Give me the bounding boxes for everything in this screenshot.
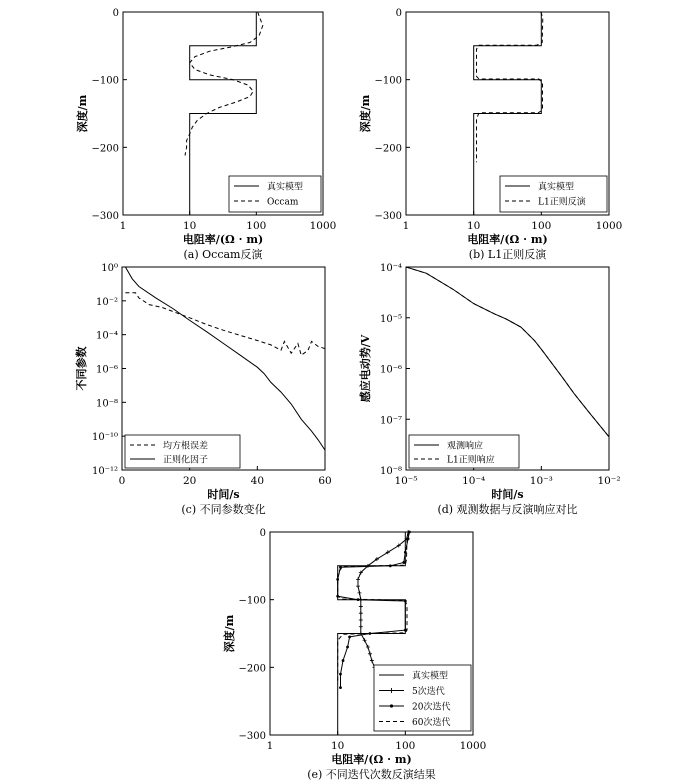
y-tick-label: 10⁻⁶ <box>95 364 118 376</box>
data-point-plus <box>359 604 363 608</box>
data-point-dot <box>336 578 339 581</box>
series-line-a-1 <box>185 12 263 156</box>
data-point-dot <box>348 635 351 638</box>
legend-label: Occam <box>267 197 299 208</box>
x-tick-label: 1000 <box>595 220 623 232</box>
y-axis-label: 深度/m <box>359 94 372 133</box>
data-point-plus <box>359 611 363 615</box>
y-tick-label: −200 <box>238 663 266 675</box>
y-tick-label: −100 <box>374 75 402 87</box>
x-tick-label: 20 <box>182 475 197 487</box>
panel-caption: (e) 不同迭代次数反演结果 <box>307 768 436 781</box>
y-tick-label: −300 <box>91 211 119 222</box>
legend <box>409 435 519 468</box>
chart-b <box>358 8 622 261</box>
data-point-plus <box>363 638 367 642</box>
legend-label: 正则化因子 <box>163 455 209 466</box>
y-axis-label: 深度/m <box>76 94 89 133</box>
series-line-c-1 <box>125 267 325 450</box>
series-line-b-1 <box>477 12 543 162</box>
x-tick-label: 10⁻² <box>597 475 621 487</box>
legend <box>125 435 240 468</box>
data-point-dot <box>339 686 342 689</box>
x-tick-label: 1 <box>402 220 410 232</box>
y-tick-label: −200 <box>374 143 402 155</box>
data-point-dot <box>369 632 372 635</box>
legend-label: L1正则响应 <box>447 455 495 466</box>
legend-label: 5次迭代 <box>412 687 445 697</box>
x-tick-label: 1000 <box>459 740 487 752</box>
x-axis-label: 电阻率/(Ω · m) <box>467 233 548 246</box>
panel-caption: (b) L1正则反演 <box>468 248 547 261</box>
y-tick-label: 10⁻¹² <box>91 466 118 477</box>
x-tick-label: 10⁻⁴ <box>462 475 486 487</box>
legend <box>374 665 471 731</box>
y-tick-label: 10⁻⁸ <box>379 466 402 477</box>
x-tick-label: 100 <box>395 740 416 752</box>
y-tick-label: 10⁻⁷ <box>379 415 402 427</box>
legend-label: 20次迭代 <box>412 702 451 713</box>
y-tick-label: −200 <box>91 143 119 155</box>
x-axis-label: 电阻率/(Ω · m) <box>331 753 412 766</box>
legend-label: 均方根误差 <box>163 441 209 452</box>
x-axis-label: 时间/s <box>207 488 240 501</box>
legend <box>229 176 321 212</box>
y-tick-label: −300 <box>374 211 402 222</box>
x-tick-label: 1000 <box>309 220 337 232</box>
x-tick-label: 1 <box>119 220 127 232</box>
x-tick-label: 0 <box>118 475 126 487</box>
y-tick-label: 10⁻¹⁰ <box>91 432 118 444</box>
legend <box>500 176 607 212</box>
x-tick-label: 60 <box>318 475 332 487</box>
data-point-plus <box>356 584 360 588</box>
y-tick-label: 0 <box>112 8 119 19</box>
data-point-plus <box>357 591 361 595</box>
legend-label: 60次迭代 <box>412 718 451 728</box>
x-tick-label: 10 <box>182 220 197 232</box>
data-point-dot <box>339 673 342 676</box>
legend-label: 真实模型 <box>267 182 304 193</box>
y-tick-label: −100 <box>91 75 119 87</box>
y-tick-label: −300 <box>238 731 266 742</box>
x-tick-label: 10⁻³ <box>529 475 553 487</box>
y-tick-label: 0 <box>395 8 402 19</box>
chart-c <box>74 263 332 516</box>
data-point-plus <box>370 659 374 663</box>
data-point-dot <box>342 659 345 662</box>
y-tick-label: 10⁻⁸ <box>95 398 118 410</box>
series-line-d-0 <box>406 267 609 437</box>
legend-label: 真实模型 <box>412 671 449 682</box>
data-point-plus <box>366 645 370 649</box>
legend-label: L1正则反演 <box>538 197 586 208</box>
legend-label: 观测响应 <box>447 441 484 452</box>
x-tick-label: 100 <box>246 220 267 232</box>
series-line-e-1 <box>358 532 408 674</box>
x-tick-label: 100 <box>531 220 552 232</box>
x-tick-label: 10 <box>466 220 481 232</box>
y-tick-label: −100 <box>238 595 266 607</box>
x-axis-label: 时间/s <box>491 488 524 501</box>
chart-d <box>358 263 621 516</box>
legend-marker-dot <box>390 704 393 707</box>
legend-label: 真实模型 <box>538 182 575 193</box>
x-tick-label: 40 <box>250 475 265 487</box>
panel-caption: (a) Occam反演 <box>183 248 263 261</box>
chart-e <box>222 528 486 781</box>
data-point-plus <box>359 618 363 622</box>
data-point-plus <box>368 652 372 656</box>
series-line-d-1 <box>406 267 609 437</box>
series-line-e-3 <box>338 532 409 682</box>
y-tick-label: 10⁻⁴ <box>95 330 118 342</box>
data-point-plus <box>356 577 360 581</box>
y-axis-label: 感应电动势/V <box>359 334 372 403</box>
y-tick-label: 10⁻⁵ <box>379 313 402 325</box>
y-tick-label: 10⁰ <box>101 263 118 274</box>
x-tick-label: 10⁻⁵ <box>394 475 418 487</box>
y-tick-label: 0 <box>259 528 266 539</box>
chart-a <box>75 8 336 261</box>
y-axis-label: 深度/m <box>223 614 236 653</box>
x-tick-label: 10 <box>330 740 345 752</box>
series-line-c-0 <box>125 293 325 356</box>
data-point-dot <box>402 561 405 564</box>
data-point-dot <box>346 646 349 649</box>
data-point-plus <box>359 625 363 629</box>
y-tick-label: 10⁻² <box>95 296 118 308</box>
y-tick-label: 10⁻⁶ <box>379 364 402 376</box>
y-axis-label: 不同参数 <box>75 346 88 391</box>
panel-caption: (c) 不同参数变化 <box>181 503 266 516</box>
x-tick-label: 1 <box>266 740 274 752</box>
y-tick-label: 10⁻⁴ <box>379 263 402 274</box>
x-axis-label: 电阻率/(Ω · m) <box>182 233 264 246</box>
panel-caption: (d) 观测数据与反演响应对比 <box>437 503 578 516</box>
